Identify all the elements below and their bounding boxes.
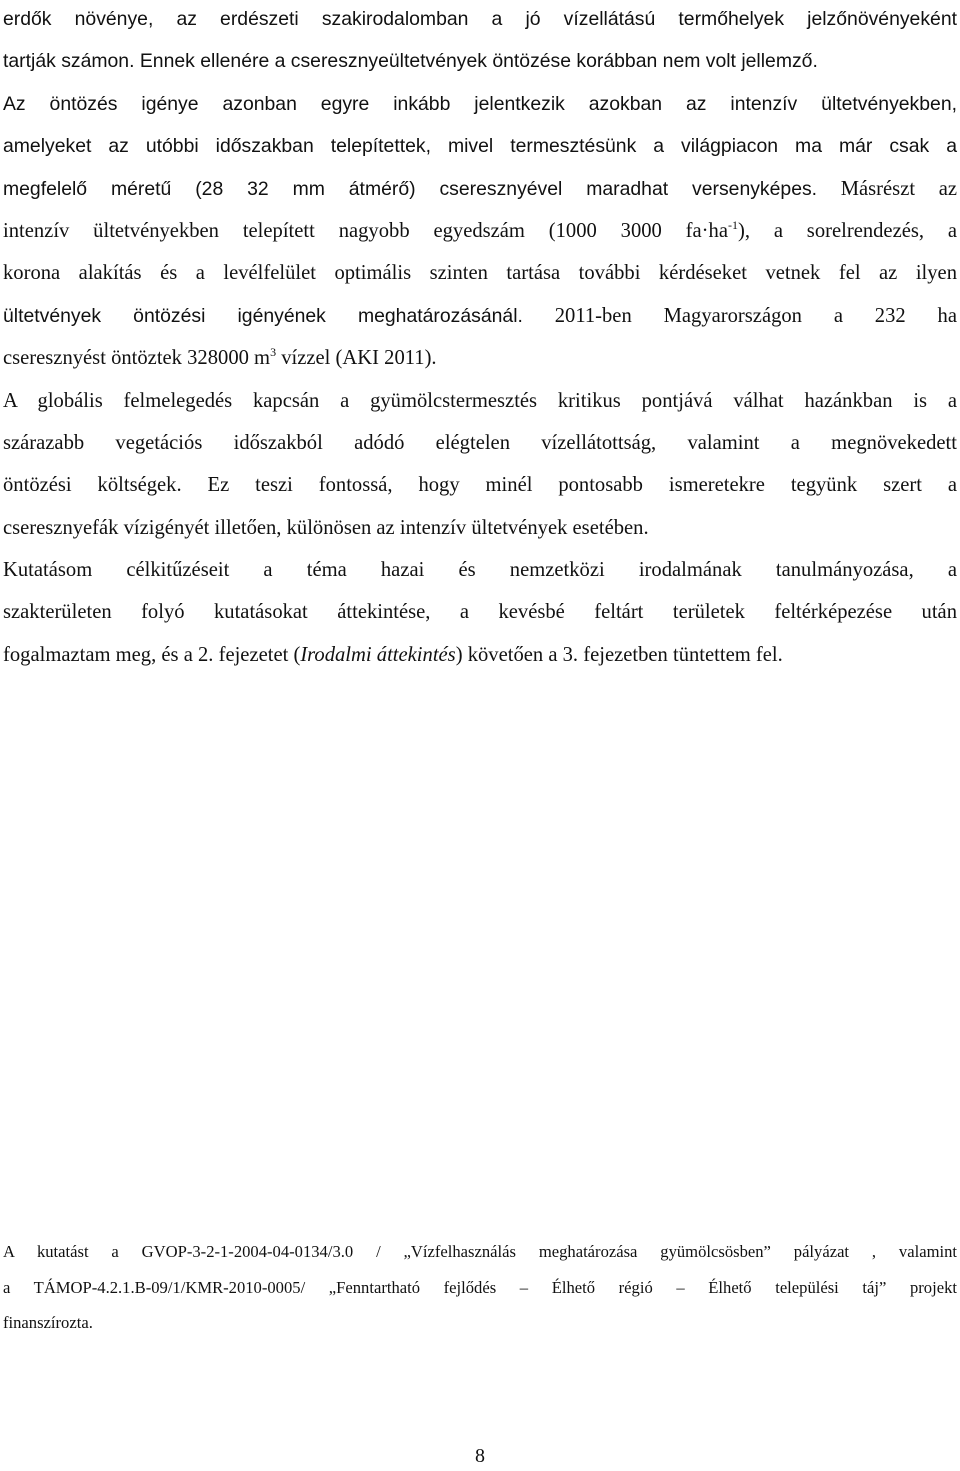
paragraph-line: tartják számon. Ennek ellenére a cseresznyeültetvények öntözése korábban nem volt jellemző. — [3, 50, 818, 73]
paragraph-line-serif-part: 2011-ben Magyarországon a 232 ha — [522, 304, 957, 327]
paragraph-line-text: fogalmaztam meg, és a 2. fejezetet ( — [3, 643, 301, 666]
paragraph-line — [3, 634, 957, 676]
paragraph-line — [3, 168, 957, 210]
paragraph-line: Kutatásom célkitűzéseit a téma hazai és nemzetközi irodalmának tanulmányozása, a — [3, 559, 957, 582]
paragraph-line — [3, 295, 957, 337]
paragraph-line: amelyeket az utóbbi időszakban telepítettek, mivel termesztésünk a világpiacon ma már csak a — [3, 135, 957, 158]
footnote-line: a TÁMOP-4.2.1.B-09/1/KMR-2010-0005/ „Fenntartható fejlődés – Élhető régió – Élhető települési táj” projekt — [3, 1277, 957, 1297]
paragraph-line: szakterületen folyó kutatásokat áttekintése, a kevésbé feltárt területek feltérképezése után — [3, 601, 957, 624]
paragraph-line: A globális felmelegedés kapcsán a gyümölcstermesztés kritikus pontjává válhat hazánkban is a — [3, 389, 957, 412]
paragraph-line-text: vízzel (AKI 2011). — [276, 347, 437, 370]
footnote-line: finanszírozta. — [3, 1313, 93, 1332]
paragraph-line-text: ), a sorelrendezés, a — [737, 219, 957, 242]
paragraph-line-serif-part: Másrészt az — [817, 177, 957, 200]
chapter-title: Irodalmi áttekintés — [300, 643, 456, 666]
superscript: -1 — [727, 217, 738, 232]
paragraph-line-text: ) követően a 3. fejezetben tüntettem fel. — [455, 643, 783, 666]
paragraph-line: szárazabb vegetációs időszakból adódó elégtelen vízellátottság, valamint a megnövekedett — [3, 431, 957, 454]
paragraph-line: öntözési költségek. Ez teszi fontossá, hogy minél pontosabb ismeretekre tegyünk szert a — [3, 474, 957, 497]
paragraph-line-text: intenzív ültetvényekben telepített nagyobb egyedszám (1000 3000 fa·ha — [3, 219, 728, 242]
paragraph-line: korona alakítás és a levélfelület optimális szinten tartása további kérdéseket vetnek fel az ilyen — [3, 262, 957, 285]
superscript: 3 — [270, 345, 277, 360]
body-text — [3, 0, 957, 676]
paragraph-line-text: cseresznyést öntöztek 328000 m — [3, 347, 271, 370]
funding-footnote — [3, 1234, 957, 1347]
paragraph-line — [3, 210, 957, 252]
paragraph-line-sans-part: megfelelő méretű (28 32 mm átmérő) cseresznyével maradhat versenyképes. — [3, 177, 818, 200]
paragraph-line — [3, 337, 957, 379]
paragraph-line: erdők növénye, az erdészeti szakirodalomban a jó vízellátású termőhelyek jelzőnövényeként — [3, 8, 957, 30]
paragraph-line: Az öntözés igénye azonban egyre inkább jelentkezik azokban az intenzív ültetvényekben, — [3, 92, 957, 115]
paragraph-line: cseresznyefák vízigényét illetően, különösen az intenzív ültetvények esetében. — [3, 516, 649, 539]
page-number: 8 — [475, 1445, 485, 1467]
paragraph-line-sans-part: ültetvények öntözési igényének meghatározásánál. — [3, 304, 523, 327]
footnote-line: A kutatást a GVOP-3-2-1-2004-04-0134/3.0 / „Vízfelhasználás meghatározása gyümölcsösben” pályázat , valamint — [3, 1242, 957, 1261]
